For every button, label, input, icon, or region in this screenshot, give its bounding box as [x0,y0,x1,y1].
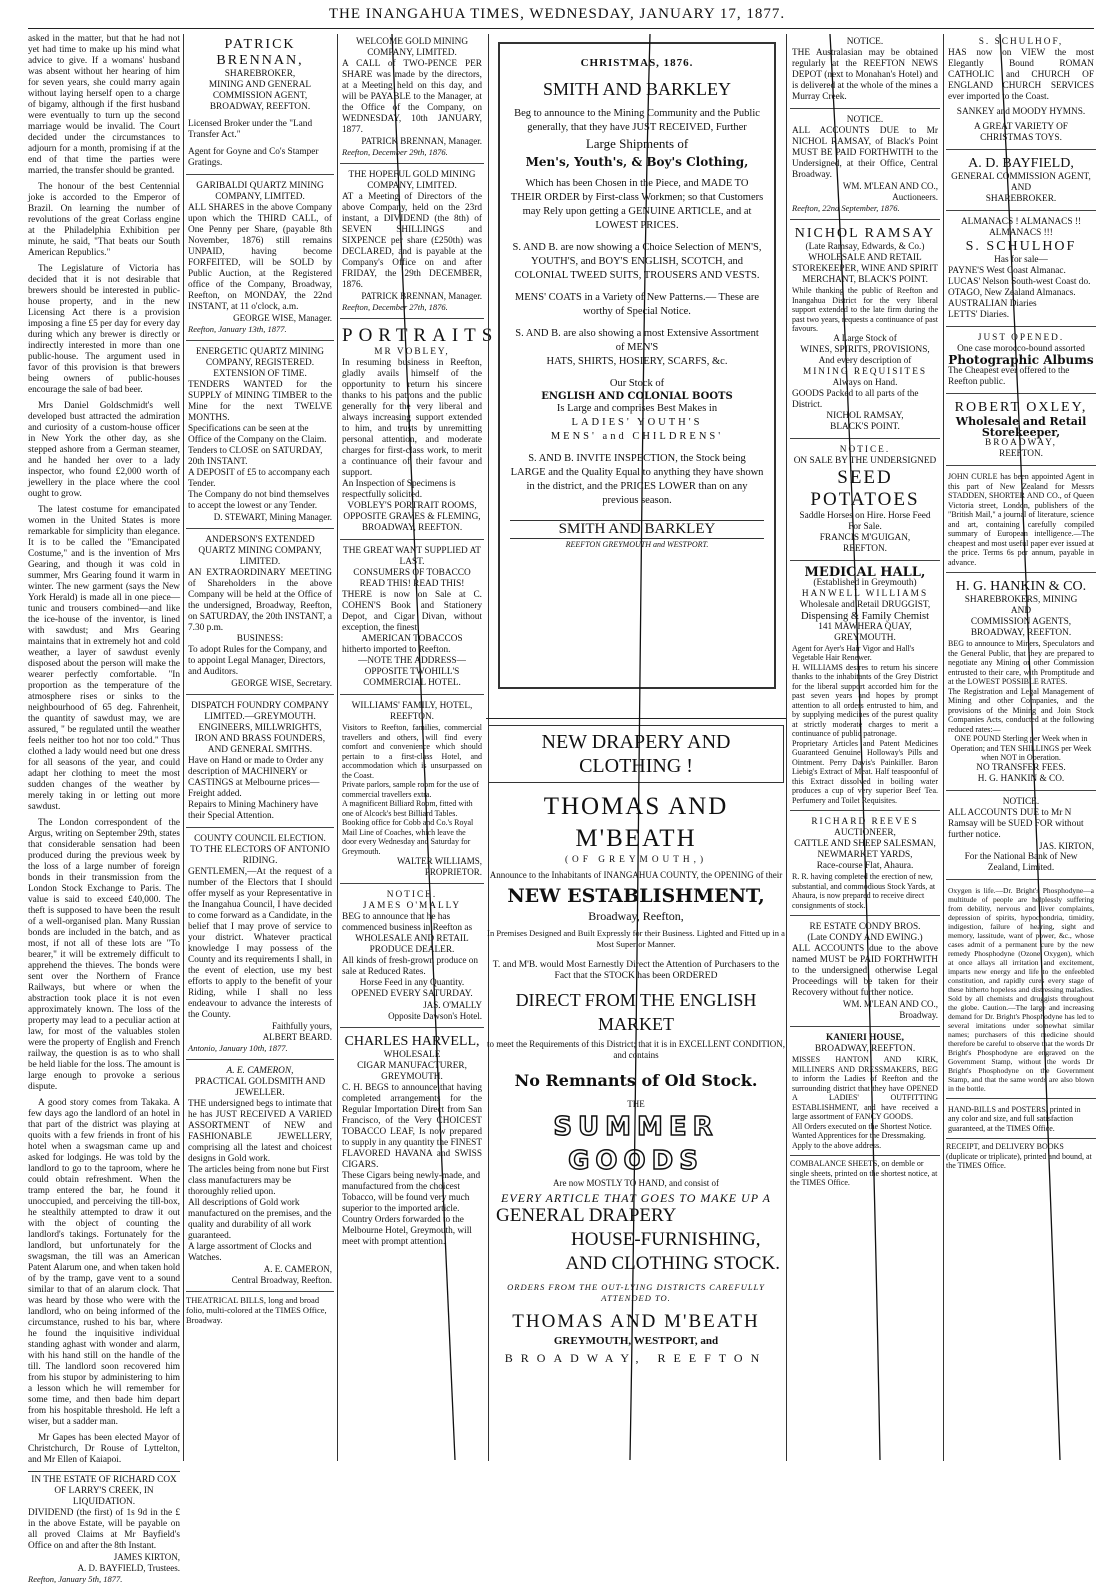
brennan-name: PATRICK BRENNAN, [216,37,304,68]
smith-line: Which has been Chosen in the Piece, and MADE TO THEIR ORDER by First-class Workmen; so that Customers may Rely upon getting a GENUINE ARTICLE, and at LOWEST PRICES. [510,178,764,231]
ramsay-text: GOODS Packed to all parts of the District. [792,388,919,410]
bayfield-line: GENERAL COMMISSION AGENT, AND [951,172,1091,193]
medical-sub: (Established in Greymouth) [813,577,917,588]
energetic-title: ENERGETIC QUARTZ MINING COMPANY, REGISTERED. [195,347,325,368]
welcome-date: Reefton, December 29th, 1876. [342,147,448,157]
vobley-rooms: VOBLEY'S PORTRAIT ROOMS, [347,501,477,511]
thomas-towns: GREYMOUTH, WESTPORT, and [553,1335,719,1347]
kanieri-ad [790,1030,940,1156]
article-paragraph: The honour of the best Centennial joke is accorded to the Emperor of Brazil. On learning the number of revolutions of the great Corlass engine at the Philadelphia Exhibition per minute, he said, "That beats our South American Republics." [28,182,180,258]
williams-title: WILLIAMS' FAMILY, HOTEL, [351,701,473,711]
ramsay-name: NICHOL RAMSAY [794,226,936,241]
omally-sig: Opposite Dawson's Hotel. [388,1011,482,1021]
election-sig: Faithfully yours, [272,1021,332,1031]
smith-line: ENGLISH AND COLONIAL BOOTS [541,391,733,402]
foundry-text: ENGINEERS, MILLWRIGHTS, IRON AND BRASS FOUNDERS, AND GENERAL SMITHS. [194,723,326,755]
garibaldi-date: Reefton, January 13th, 1877. [188,324,287,334]
brennan-line: BROADWAY, REEFTON. [209,102,311,112]
albums-ad [946,330,1096,394]
notice-text: ALL ACCOUNTS DUE to Mr N Ramsay will be SUED FOR without further notice. [948,807,1084,840]
almanacs-ad [946,214,1096,327]
brennan-line: MINING AND GENERAL COMMISSION AGENT, [208,80,312,101]
omally-text: Horse Feed in any Quantity. [359,978,465,988]
almanacs-line: PAYNE'S West Coast Almanac. [948,266,1066,276]
cameron-text: All descriptions of Gold work manufactured on the premises, and the quality and durability of all work guaranteed. [188,1198,332,1241]
tobacco-title: THE GREAT WANT SUPPLIED AT LAST. [343,546,481,567]
hankin-line: SHAREBROKERS, MINING [964,595,1078,605]
notice-title: NOTICE. [846,115,884,125]
williams-text: Booking office for Cobb and Co.'s Royal Mail Line of Coaches, which leave the door every Wednesday and Saturday for Greymouth. [342,818,474,856]
cameron-ad [186,1063,334,1292]
election-sig: ALBERT BEARD. [262,1032,332,1042]
kanieri-text: All Orders executed on the Shortest Notice. [792,1121,932,1131]
reeves-line: AUCTIONEER, [834,828,896,838]
smith-line: S. AND B. are also showing a most Extensive Assortment of MEN'S [515,328,759,353]
foundry-text: Repairs to Mining Machinery have their Special Attention. [188,800,319,821]
column-1 [28,34,180,1584]
ramsay-text: WINES, SPIRITS, PROVISIONS, [800,344,930,355]
williams-ad [340,698,484,884]
omally-trade: WHOLESALE AND RETAIL PRODUCE DEALER. [355,934,469,955]
condy-text: ALL ACCOUNTS due to the above named MUST be PAID FORTHWITH to the undersigned, otherwise Legal Proceedings will be taken for their Recovery without further notice. [792,944,938,998]
tobacco-text: THERE is now on Sale at C. COHEN'S Book and Stationery Depot, and Cigar Divan, without exception, the finest [342,590,482,633]
vobley-name: MR VOBLEY, [374,347,450,357]
smith-line: S. AND B. INVITE INSPECTION, the Stock being LARGE and the Quality Equal to anything they have shown in the district, and the PRICES LOWER than on any previous season. [510,453,764,506]
kanieri-sub: BROADWAY, REEFTON. [814,1044,916,1054]
hopeful-ad [340,167,484,319]
medical-hall-ad [790,564,940,812]
tobacco-read: READ THIS! READ THIS! [359,579,465,589]
albums-line: One case morocco-bound assorted [957,344,1085,354]
election-date: Antonio, January 10th, 1877. [188,1043,288,1053]
national-bank-notice [946,794,1096,880]
thomas-requirements: to meet the Requirements of this District; that it is in EXCELLENT CONDITION, and contains [486,1039,786,1060]
anderson-text: AN EXTRAORDINARY MEETING of Shareholders in the above Company will be held at the Office of the undersigned, Broadway, Reefton, on SATURDAY, the 20th INSTANT, a 7.30 p.m. [188,568,332,633]
energetic-sub: EXTENSION OF TIME. [213,369,307,379]
almanacs-line: LUCAS' Nelson South-west Coast do. [948,277,1091,287]
cameron-text: A large assortment of Clocks and Watches. [188,1242,312,1263]
hopeful-sig: PATRICK BRENNAN, Manager. [361,291,482,301]
thomas-establishment: NEW ESTABLISHMENT, [507,885,765,907]
williams-sig: WALTER WILLIAMS, PROPRIETOR. [397,856,482,877]
omally-ad [340,887,484,1028]
smith-line: MENS' and CHILDRENS' [550,431,724,442]
hankin-name: H. G. HANKIN & CO. [955,579,1087,594]
reeves-ad [790,814,940,916]
thomas-summer: SUMMER GOODS [553,1112,719,1176]
smith-christmas: CHRISTMAS, 1876. [580,57,694,69]
notice-sig: WM. M'LEAN AND CO., [842,181,938,191]
schulhof-title: S. SCHULHOF, [978,37,1064,47]
harvell-text: Country Orders forwarded to the Melbourne Hotel, Greymouth, will meet with prompt attention. [342,1215,472,1247]
ramsay-sig: BLACK'S POINT. [830,421,900,432]
harvell-text: These Cigars being newly-made, and manufactured from the choicest Tobacco, will be found very much superior to the imported article. [342,1171,481,1214]
brennan-line: SHAREBROKER, [224,69,296,79]
article-paragraph: The London correspondent of the Argus, writing on September 29th, states that considerable sensation had been produced during the previous week by the loss of a large number of foreign bonds in their transmission from the London Stock Exchange to Paris. The value is said to exceed £40,000. The theft is supposed to have been the result of a well-organised plan. Many Russian bonds are included in the batch, and as most, if not all of these lots are "To bearer," it will be extremely difficult to apprehend the thieves. The bonds were sent over the Northern of France Railways, but where or when the abstraction took place it is not even approximately known. The loss of the property may lead to a peculiar action at law, for most of the valuables stolen were the property of English and French railway, the question is as to who shall be held liable for the loss. The amount is large enough to provoke a serious dispute. [28,818,180,1092]
medical-text: Proprietary Articles and Patent Medicines Guaranteed Genuine. Holloway's Pills and Ointment. Perry Davis's Painkiller. Baron Liebig's Extract of Meat. Half teaspoonful of this Extract dissolved in boiling water produces a cup of very superior Beef Tea. Perfumery and Toilet Requisites. [792,738,938,805]
foundry-title: DISPATCH FOUNDRY COMPANY LIMITED.—GREYMOUTH. [191,701,329,722]
smith-line: Men's, Youth's, & Boy's Clothing, [525,155,749,169]
omally-text: All kinds of fresh-grown produce on sale at Reduced Rates. [342,956,479,977]
seed-notice-title: NOTICE. [839,444,891,455]
harvell-text: C. H. BEGS to announce that having completed arrangements for the Regular Importation Direct from San Francisco, of the Very CHOICEST TOBACCO LEAF, Is now prepared to supply in any quantity the FINEST FLAVORED HAVANA and SWISS CIGARS. [342,1083,482,1170]
hankin-sig: H. G. HANKIN & CO. [977,773,1065,784]
reeves-text: R. R. having completed the erection of new, substantial, and commodious Stock Yards, at Ahaura, is now prepared to receive direct consignments of stock. [792,872,936,910]
hopeful-title: THE HOPEFUL GOLD MINING COMPANY, LIMITED. [348,170,476,191]
ramsay-text: MINING REQUISITES [802,366,928,377]
thomas-remnants: No Remnants of Old Stock. [514,1071,758,1090]
notice-title: NOTICE. [1002,796,1040,807]
garibaldi-ad [186,178,334,341]
albums-title: Photographic Albums [948,353,1094,367]
kanieri-text: Wanted Apprentices for the Dressmaking. Apply to the above address. [792,1131,926,1150]
column-3 [340,34,499,1459]
energetic-text: The Company do not bind themselves to accept the lowest or any Tender. [188,490,330,511]
column-divider [183,34,184,1461]
article-paragraph: The Legislature of Victoria has decided that it is not desirable that brewers should be interested in public-house property, and in the new Licensing Act there is a provision imposing a fine £5 per day for every day during which any brewer is directly or indirectly interested in more than one public-house. The argument used in favor of this provision is that brewers being owners of public-houses encourage the sale of bad beer. [28,264,180,395]
energetic-text: TENDERS WANTED for the SUPPLY of MINING TIMBER to the Mine for the next TWELVE MONTHS. [188,380,332,423]
cameron-text: The articles being from none but First class manufacturers may be thoroughly relied upon. [188,1165,329,1197]
williams-text: A magnificent Billiard Room, fitted with one of Alcock's best Billiard Tables. [342,799,473,818]
energetic-ad [186,344,334,529]
cameron-sig: A. E. CAMERON, [263,1264,332,1274]
hankin-ad [946,576,1096,791]
hankin-text: BEG to announce to Miners, Speculators and the General Public, that they are prepared to negotiate any Mining or other Commission entrusted to their care, with Promptitude and at the LOWEST POSSIBLE RATES. [948,639,1094,686]
column-2 [186,34,334,1459]
almanacs-line: OTAGO, New Zealand Almanacs. [948,288,1076,298]
tobacco-sub: CONSUMERS OF TOBACCO [353,568,471,578]
notice-ramsay-accounts [790,112,940,220]
welcome-sig: PATRICK BRENNAN, Manager. [361,136,482,146]
notice-sig: Auctioneers. [892,192,938,202]
smith-line: MENS' COATS in a Variety of New Patterns.— These are worthy of Special Notice. [514,292,760,317]
energetic-text: A DEPOSIT of £5 to accompany each Tender. [188,468,330,489]
seed-line: ON SALE BY THE UNDERSIGNED [793,455,937,466]
tobacco-ad [340,543,484,695]
williams-text: Private parlors, sample room for the use of commercial travellers extra. [342,780,479,799]
thomas-drapery: NEW DRAPERY AND CLOTHING ! [488,725,784,783]
hankin-line: COMMISSION AGENTS, [970,617,1072,627]
kanieri-text: MISSES HANTON AND KIRK, MILLINERS AND DRESSMAKERS, BEG to inform the Ladies of Reefton and the surrounding district that they have OPENED A LADIES' OUTFITTING ESTABLISHMENT, and have received a large assortment of FANCY GOODS. [792,1055,938,1121]
cameron-name: A. E. CAMERON, [226,1066,294,1076]
handbills-ad: HAND-BILLS and POSTERS, printed in any color and size, and full satisfaction guaranteed, at the TIMES Office. [946,1102,1096,1140]
anderson-text: To adopt Rules for the Company, and to appoint Legal Manager, Directors, and Auditors. [188,645,327,677]
schulhof-sankey: SANKEY and MOODY HYMNS. [956,107,1086,117]
receipt-ad: RECEIPT, and DELIVERY BOOKS (duplicate or triplicate), printed and bound, at the TIMES Office. [946,1142,1092,1170]
curle-ad: JOHN CURLE has been appointed Agent in this part of New Zealand for Messrs STADDEN, SHORTER AND CO., of Queen Victoria street, London, publishers of the "British Mail," a journal of literature, science and art, containing carefully compiled summary of European intelligence.—The cheapest and most useful paper ever issued at the price. Terms 6s per annum, payable in advance. [946,469,1096,573]
thomas-clothing: AND CLOTHING STOCK. [565,1253,780,1274]
energetic-sig: D. STEWART, Mining Manager. [213,512,332,522]
oxley-line: Wholesale and Retail [955,415,1087,428]
medical-line: Agent for Ayer's Hair Vigor and Hall's Vegetable Hair Renewer. [792,643,915,662]
election-title: COUNTY COUNCIL ELECTION. [194,834,326,844]
schulhof-ad [946,34,1096,150]
vobley-text: An Inspection of Specimens is respectfully solicited. [342,479,456,500]
williams-text: Visitors to Reefton, families, commercial travellers and others, will find every comfort and convenience which should pertain to a first-class Hotel, and accommodation which is unsurpassed on the Coast. [342,723,482,780]
oxley-line: Storekeeper, [981,426,1061,439]
ramsay-text: Always on Hand. [832,377,898,388]
article-paragraph: Mr Gapes has been elected Mayor of Christchurch, Dr Rouse of Lyttelton, and Mr Ellen of Kaiapoi. [28,1433,180,1465]
thomas-arrived: Are now MOSTLY TO HAND, and consist of [553,1178,719,1188]
medical-text: H. WILLIAMS desires to return his sincere thanks to the inhabitants of the Grey District for the liberal support accorded him for the past seven years and hopes by prompt attention to all orders entrusted to him, and by supplying medicines of the purest quality at strictly moderate charges to merit a continuance of public patronage. [792,662,938,738]
smith-line: LADIES' YOUTH'S [571,417,703,428]
theatrical-ad: THEATRICAL BILLS, long and broad folio, multi-colored at the TIMES Office, Broadway. [186,1295,327,1325]
notice-sig: For the National Bank of New Zealand, Limited. [964,851,1078,873]
estate-text: DIVIDEND (the first) of 1s 9d in the £ in the above Estate, will be payable on all proved Claims at Mr Bayfield's Office on and after the 8th Instant. [28,1508,180,1551]
almanacs-heading: ALMANACS !!! [989,228,1053,238]
column-divider [786,34,787,1461]
williams-sub: REEFTON. [390,712,434,722]
vobley-text: In resuming business in Reefton, gladly avails himself of the opportunity to return his sincere thanks to his patrons and the public generally for the very liberal and always increasing support extended to him, and trusts by unremitting personal attention, and moderate charges for first-class work, to merit a continuance of their favour and support. [342,358,482,478]
reeves-line: Race-course Flat, Ahaura. [816,861,914,871]
brennan-line: Licensed Broker under the "Land Transfer Act." [188,119,313,140]
welcome-text: A CALL of TWO-PENCE PER SHARE was made by the directors, at a Meeting held on this day, and will be PAYABLE to the Manager, at the Office of the Company, on WEDNESDAY, 10th JANUARY, 1877. [342,59,482,135]
ramsay-line: (Late Ramsay, Edwards, & Co.) [805,242,925,252]
harvell-ad [340,1031,484,1253]
cameron-sig: Central Broadway, Reefton. [231,1275,332,1285]
ramsay-ad [790,223,940,439]
cameron-text: THE undersigned begs to intimate that he has JUST RECEIVED A VARIED ASSORTMENT of NEW and FASHIONABLE JEWELLERY, comprising all the latest and choicest designs in Gold work. [188,1099,332,1164]
harvell-line: CIGAR MANUFACTURER, [357,1061,467,1071]
brennan-line: Agent for Goyne and Co's Stamper Gratings. [188,147,319,168]
brennan-ad [186,34,334,175]
election-text: GENTLEMEN,—At the request of a number of the Electors that I should offer myself as your Representative in the Inangahua Council, I have decided to come forward as a Candidate, in the belief that I may prove of service to your district. Whatever practical knowledge I may possess of the County and its requirements I shall, in the event of election, use my best efforts to apply to the benefit of your Riding, while I shall no less endeavour to advance the interests of the County. [188,867,332,1020]
cameron-line: PRACTICAL GOLDSMITH AND JEWELLER. [194,1077,326,1098]
ramsay-text: A Large Stock of [833,333,897,344]
column-6 [946,34,1096,1459]
omally-text: OPENED EVERY SATURDAY. [351,989,473,999]
medical-line: 141 MAWHERA QUAY, GREYMOUTH. [818,621,912,643]
almanacs-line: LETTS' Diaries. [948,310,1010,320]
smith-footer: SMITH AND BARKLEY [510,520,764,539]
thomas-attention: T. and M'B. would Most Earnestly Direct the Attention of Purchasers to the Fact that the STOCK has been ORDERED [492,960,780,981]
bayfield-name: A. D. BAYFIELD, [968,156,1074,171]
ramsay-line: WHOLESALE AND RETAIL STOREKEEPER, WINE AND SPIRIT MERCHANT, BLACK'S POINT. [792,253,938,285]
column-5 [790,34,940,1459]
condy-sub: (Late CONDY AND EWING.) [807,933,923,943]
schulhof-2: S. SCHULHOF [965,239,1077,254]
thomas-direct: DIRECT FROM THE ENGLISH MARKET [515,990,757,1034]
portraits-heading: PORTRAITS [342,325,499,346]
schulhof-text: HAS now on VIEW the most Elegantly Bound ROMAN CATHOLIC and CHURCH OF ENGLAND CHURCH SERVICES ever imported to the Coast. [948,48,1094,102]
seed-potatoes-ad [790,442,940,561]
estate-date: Reefton, January 5th, 1877. [28,1574,123,1584]
omally-text: BEG to announce that he has commenced business in Reefton as [342,912,473,933]
smith-title: SMITH AND BARKLEY [542,79,731,99]
thomas-premises: In Premises Designed and Built Expressly for their Business. Lighted and Fitted up in a Most Superior Manner. [487,928,785,949]
smith-line: HATS, SHIRTS, HOSIERY, SCARFS, &c. [546,356,728,367]
almanacs-heading: ALMANACS ! ALMANACS !! [960,217,1082,227]
election-ad [186,831,334,1060]
bayfield-line: SHAREBROKER. [985,194,1057,204]
smith-barkley-ad [498,42,776,689]
foundry-text: Have on Hand or made to Order any description of MACHINERY or CASTINGS at Melbourne prices—Freight added. [188,756,324,799]
vobley-ad [340,322,499,540]
ramsay-text: While thanking the public of Reefton and Inangahua District for the very liberal support extended to the late firm during the past two years, requests a continuance of past favours. [792,286,938,333]
notice-text: THE Australasian may be obtained regularly at the REEFTON NEWS DEPOT (next to Monahan's Hotel) and is delivered at the whole of the mines a Murray Creek. [792,48,938,102]
seed-sig: REEFTON. [843,543,887,554]
hankin-line: BROADWAY, REEFTON. [970,628,1072,638]
welcome-title: WELCOME GOLD MINING COMPANY, LIMITED. [355,37,469,58]
garibaldi-text: ALL SHARES in the above Company upon which the THIRD CALL, of One Penny per Share, (payable 8th November, 1876) still remains UNPAID, having become FORFEITED, will be SOLD by Public Auction, at the Registered office of the Company, Broadway, Reefton, on MONDAY, the 22nd INSTANT, at 11 o'clock, a.m. [188,203,332,312]
thomas-of: (OF GREYMOUTH,) [564,855,708,865]
hankin-text: NO TRANSFER FEES. [976,762,1066,773]
smith-line: Is Large and comprises Best Makes in [556,403,718,414]
omally-sig: JAS. O'MALLY [423,1000,482,1010]
article-paragraph: A good story comes from Takaka. A few days ago the landlord of an hotel in that part of the district was playing at quoits with a few friends in front of his hotel when a swagsman came up and asked for lodgings. He was told by the landlord to go to the taproom, where he could obtain refreshment. When the tramp entered the bar, he found it unoccupied, and perceiving the till-box, he stealthily attempted to draw it out with the object of counting the landlord's takings. Fortunately for the landlord, but unfortunately for the swagsman, the till was an American Patent Alarum one, and when taken hold of by the tramp, gave vent to a sound similar to that of an alarum clock. That was heard by those who were with the landlord, who on being informed of the circumstance, rushed to his bar, where he found the inquisitive individual standing aghast with wonder and alarm, with his hand still on the handle of the till. The landlord soon recovered him from his stupor by administering to him a lesson which he will remember for some time, and then bade him depart from his hospitable threshold. He left a wiser, but a sadder man. [28,1098,180,1427]
medical-name: HANWELL WILLIAMS [801,588,929,599]
notice-date: Reefton, 22nd September, 1876. [792,203,900,213]
estate-sig-1: JAMES KIRTON, [113,1552,180,1562]
smith-line: Beg to announce to the Mining Community and the Public generally, that they have JUST RECEIVED, Further [514,108,760,133]
article-paragraph: asked in the matter, but that he had not yet had time to make up his mind what advice to give. If a womans' husband was absent without her hearing of him for seven years, she could marry again without laying herself open to a charge of bigamy, although if the first husband were eventually to turn up the second marriage would be invalid. The Court decided under the circumstances to adjourn for a month, promising if at the end of that time the parties were married, the transfer should be granted. [28,34,180,176]
masthead: THE INANGAHUA TIMES, WEDNESDAY, JANUARY 17, 1877. [328,6,786,22]
reeves-line: NEWMARKET YARDS, [817,850,913,860]
condy-ad [790,919,940,1027]
combalance-ad: COMBALANCE SHEETS, on demble or single sheets, printed on the shortest notice, at the TIMES Office. [790,1159,938,1187]
energetic-text: Tenders to CLOSE on SATURDAY, 20th INSTANT. [188,446,323,467]
condy-sig: WM. M'LEAN AND CO., [842,999,938,1009]
seed-title: SEED POTATOES [810,466,920,510]
estate-notice [28,1471,180,1585]
almanacs-line: Has for sale— [994,255,1048,265]
anderson-sig: GEORGE WISE, Secretary. [231,678,332,688]
thomas-mbeath-ad [486,718,786,1459]
albums-line: The Cheapest ever offered to the Reefton public. [948,366,1070,387]
thomas-firm: THOMAS AND M'BEATH [543,793,729,852]
omally-notice-title: NOTICE. [386,890,438,900]
oxley-line: BROADWAY, [985,438,1057,448]
omally-name: JAMES O'MALLY [362,901,462,911]
notice-text: ALL ACCOUNTS DUE to Mr NICHOL RAMSAY, of Black's Point MUST BE PAID FORTHWITH to the Undersigned, at their Office, Central Broadway. [792,126,938,180]
notice-sig: JAS. KIRTON, [1038,840,1094,851]
harvell-line: GREYMOUTH. [381,1072,443,1082]
thomas-location: Broadway, Reefton, [588,909,684,923]
garibaldi-title: GARIBALDI QUARTZ MINING COMPANY, LIMITED. [196,181,324,202]
thomas-orders: ORDERS FROM THE OUT-LYING DISTRICTS CAREFULLY ATTENDED TO. [507,1282,765,1303]
foundry-ad [186,698,334,828]
masthead-rule [28,28,1094,29]
bayfield-ad [946,153,1096,211]
harvell-name: CHARLES HARVELL, [344,1034,480,1049]
smith-line: Large Shipments of [585,136,689,151]
anderson-title: ANDERSON'S EXTENDED QUARTZ MINING COMPANY, LIMITED. [198,535,322,567]
reeves-name: RICHARD REEVES [811,817,919,827]
notice-australasian [790,34,940,109]
oxley-ad [946,397,1096,466]
tobacco-text: hitherto imported to Reefton. [342,645,451,655]
thomas-general: GENERAL DRAPERY [496,1205,677,1226]
hankin-line: AND [1010,606,1032,616]
article-paragraph: Mrs Daniel Goldschmidt's well developed bust attracted the admiration and curiosity of a custom-house officer in New York the other day, as she stepped ashore from a German steamer, and he handed her over to a lady inspector, who found £2,000 worth of jewellery in the place where the cool ought to grow. [28,401,180,499]
welcome-ad [340,34,484,164]
article-paragraph: The latest costume for emancipated women in the United States is more remarkable for simplicity than elegance. It is to be called the "Emancipated Costume," and is the invention of Mrs Gearing, and though it was cold in summer, Mrs Gearing found it warm in winter. The new garment (says the New York Herald) is made all in one piece—tunic and trousers combined—and like the ice-house of the inventor, is lined with sawdust; and Mrs Gearing maintains that in extremely hot and cold weather, a layer of sawdust evenly disposed about the person will make the wearer perfectly comfortable. "In proportion as the temperature of the atmosphere rises or sinks to the neighbourhood of 65 deg. Fahrenheit, the quantity of sawdust may, we are assured, " be regulated until the weather feels neither too hot nor too cold." Thus clothed a lady would need but one dress for all seasons of the year, and could adapt her clothing to meet the most sudden changes of the weather by merely taking in or letting out more sawdust. [28,505,180,812]
almanacs-line: AUSTRALIAN Diaries [948,299,1037,309]
harvell-line: WHOLESALE [383,1050,441,1060]
estate-title: IN THE ESTATE OF RICHARD COX OF LARRY'S CREEK, IN LIQUIDATION. [31,1475,177,1507]
column-divider [943,34,944,1461]
vobley-address: OPPOSITE GRAVES & FLEMING, BROADWAY, REEFTON. [343,512,481,533]
hopeful-text: AT a Meeting of Directors of the above Company, held on the 23rd instant, a DIVIDEND (the 8th) of SEVEN SHILLINGS and SIXPENCE per share (£250th) was DECLARED, and is payable at the Company's Office on and after FRIDAY, the 29th DECEMBER, 1876. [342,192,482,290]
smith-line: S. AND B. are now showing a Choice Selection of MEN'S, YOUTH'S, and BOY'S ENGLISH, SCOTCH, and COLONIAL TWEED SUITS, TROUSERS AND VESTS. [512,242,762,281]
albums-just: JUST OPENED. [977,333,1065,343]
medical-line: Dispensing & Family Chemist [800,610,930,622]
hankin-text: ONE POUND Sterling per Week when in Operation; and TEN SHILLINGS per Week when NOT in Operation. [950,734,1092,762]
smith-line: Our Stock of [609,378,665,389]
thomas-broadway: BROADWAY, REEFTON [504,1351,768,1365]
anderson-business: BUSINESS: [236,634,284,644]
thomas-firm-2: THOMAS AND M'BEATH [512,1311,760,1332]
election-sub: TO THE ELECTORS OF ANTONIO RIDING. [190,845,330,866]
oxley-line: REEFTON. [999,449,1043,459]
garibaldi-sig: GEORGE WISE, Manager. [233,313,332,323]
medical-line: Wholesale and Retail DRUGGIST, [799,599,931,610]
condy-title: RE ESTATE CONDY BROS. [809,922,921,932]
phosphodyne-ad: Oxygen is life.—Dr. Bright's Phosphodyne—a multitude of people are helplessly suffering from debility, nervous and liver complaints, depression of spirits, hypochondria, timidity, indigestion, failure of hearing, sight and memory, lassitude, want of power, &c., whose cases admit of a permanent cure by the new remedy Phosphodyne (Ozone Oxygen), which at once allays all irritation and excitement, imparts new energy and life to the enfeebled constitution, and rapidly cures every stage of these hitherto hopeless and distressing maladies. Sold by all chemists and druggists throughout the globe. Caution.—The large and increasing demand for Dr. Bright's Phosphodyne has led to several imitations under somewhat similar names; purchasers of this medicine should therefore be careful to observe that the words Dr Bright's Phosphodyne are engraved on the Government Stamp, without the words Dr Bright's Phosphodyne on the Government Stamp, and that the same words are also blown in the bottle. [946,883,1096,1099]
energetic-text: Specifications can be seen at the Office of the Company on the Claim. [188,424,327,445]
tobacco-american: AMERICAN TOBACCOS [361,634,463,644]
anderson-ad [186,532,334,695]
estate-sig-2: A. D. BAYFIELD, Trustees. [77,1563,180,1573]
seed-sig: FRANCIS M'GUIGAN, [819,532,911,543]
thomas-house: HOUSE-FURNISHING, [571,1229,761,1250]
column-divider [337,34,338,1461]
hankin-text: The Registration and Legal Management of Mining and other Companies, and the provisions of the Mining and Join Stock Companies Acts, conducted at the following reduced rates:— [948,686,1094,734]
smith-footer-towns: REEFTON GREYMOUTH and WESTPORT. [565,540,709,549]
notice-title: NOTICE. [846,37,884,47]
kanieri-title: KANIERI HOUSE, [825,1033,904,1043]
thomas-announce: Announce to the Inhabitants of INANGAHUA COUNTY, the OPENING of their [489,870,783,880]
schulhof-variety: A GREAT VARIETY OF CHRISTMAS TOYS. [974,122,1068,143]
reeves-line: CATTLE AND SHEEP SALESMAN, [794,839,936,849]
ramsay-sig: NICHOL RAMSAY, [826,410,904,421]
thomas-the: THE [627,1099,645,1109]
oxley-name: ROBERT OXLEY, [954,400,1088,415]
hopeful-date: Reefton, December 27th, 1876. [342,302,448,312]
thomas-every: EVERY ARTICLE THAT GOES TO MAKE UP A [501,1191,771,1205]
seed-line: Saddle Horses on Hire. Horse Feed For Sale. [799,510,931,532]
medical-title: MEDICAL HALL, [804,564,926,580]
tobacco-note: —NOTE THE ADDRESS— OPPOSITE TWOHILL'S COMMERCIAL HOTEL. [358,656,466,688]
ramsay-text: And every description of [818,355,912,366]
condy-sig: Broadway. [899,1010,938,1020]
